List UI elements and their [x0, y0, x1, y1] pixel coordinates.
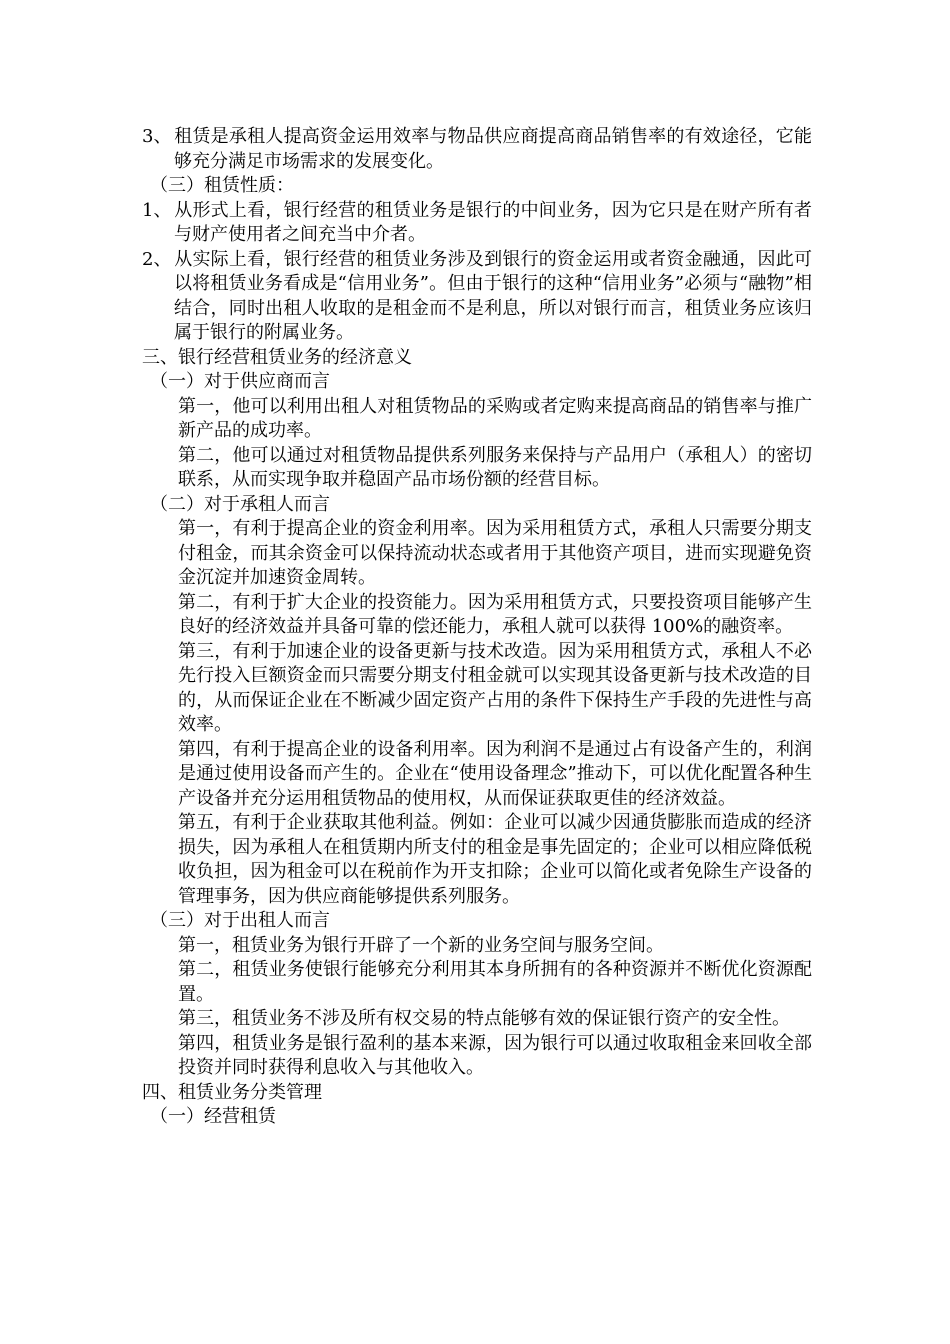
paragraph: 第一，有利于提高企业的资金利用率。因为采用租赁方式，承租人只需要分期支付租金，而其余资金可以保持流动状态或者用于其他资产项目，进而实现避免资金沉淀并加速资金周转。	[178, 518, 812, 588]
paragraph: 第五，有利于企业获取其他利益。例如：企业可以减少因通货膨胀而造成的经济损失，因为承租人在租赁期内所支付的租金是事先固定的；企业可以相应降低税收负担，因为租金可以在税前作为开支扣除；企业可以简化或者免除生产设备的管理事务，因为供应商能够提供系列服务。	[178, 812, 812, 907]
list-item-3	[142, 125, 812, 174]
document-body	[142, 125, 812, 1130]
section-heading-lessor: （三）对于出租人而言	[150, 910, 330, 931]
paragraph: 第一，他可以利用出租人对租赁物品的采购或者定购来提高商品的销售率与推广新产品的成功率。	[178, 395, 812, 441]
section-heading-operating-lease: （一）经营租赁	[150, 1106, 276, 1127]
paragraph: 第二，他可以通过对租赁物品提供系列服务来保持与产品用户（承租人）的密切联系，从而实现争取并稳固产品市场份额的经营目标。	[178, 444, 812, 490]
section-heading-lessee: （二）对于承租人而言	[150, 493, 330, 515]
list-item-number: 1、	[142, 199, 172, 221]
list-item-number: 3、	[142, 126, 172, 147]
list-item-text: 从实际上看，银行经营的租赁业务涉及到银行的资金运用或者资金融通，因此可以将租赁业务看成是“信用业务”。但由于银行的这种“信用业务”必须与“融物”相结合，同时出租人收取的是租金而不是利息，所以对银行而言，租赁业务应该归属于银行的附属业务。	[174, 248, 812, 343]
paragraph: 第四，租赁业务是银行盈利的基本来源，因为银行可以通过收取租金来回收全部投资并同时获得利息收入与其他收入。	[178, 1032, 812, 1078]
part-heading-lease-classification: 四、租赁业务分类管理	[142, 1081, 322, 1103]
paragraph: 第二，租赁业务使银行能够充分利用其本身所拥有的各种资源并不断优化资源配置。	[178, 959, 812, 1005]
list-item-number: 2、	[142, 248, 172, 270]
list-item-nature-1	[142, 199, 812, 248]
list-item-nature-2	[142, 248, 812, 346]
paragraph: 第四，有利于提高企业的设备利用率。因为利润不是通过占有设备产生的，利润是通过使用设备而产生的。企业在“使用设备理念”推动下，可以优化配置各种生产设备并充分运用租赁物品的使用权，从而保证获取更佳的经济效益。	[178, 738, 812, 809]
section-heading-lease-nature: （三）租赁性质：	[150, 175, 294, 196]
list-item-text: 租赁是承租人提高资金运用效率与物品供应商提高商品销售率的有效途径，它能够充分满足市场需求的发展变化。	[174, 126, 812, 172]
section-heading-supplier: （一）对于供应商而言	[150, 371, 330, 392]
paragraph: 第一，租赁业务为银行开辟了一个新的业务空间与服务空间。	[178, 934, 664, 956]
part-heading-economic-significance: 三、银行经营租赁业务的经济意义	[142, 346, 412, 368]
paragraph: 第三，租赁业务不涉及所有权交易的特点能够有效的保证银行资产的安全性。	[178, 1008, 790, 1029]
paragraph: 第三，有利于加速企业的设备更新与技术改造。因为采用租赁方式，承租人不必先行投入巨额资金而只需要分期支付租金就可以实现其设备更新与技术改造的目的，从而保证企业在不断减少固定资产占用的条件下保持生产手段的先进性与高效率。	[178, 640, 812, 735]
list-item-text: 从形式上看，银行经营的租赁业务是银行的中间业务，因为它只是在财产所有者与财产使用者之间充当中介者。	[174, 199, 812, 245]
paragraph: 第二，有利于扩大企业的投资能力。因为采用租赁方式，只要投资项目能够产生良好的经济效益并具备可靠的偿还能力，承租人就可以获得 100%的融资率。	[178, 591, 812, 637]
